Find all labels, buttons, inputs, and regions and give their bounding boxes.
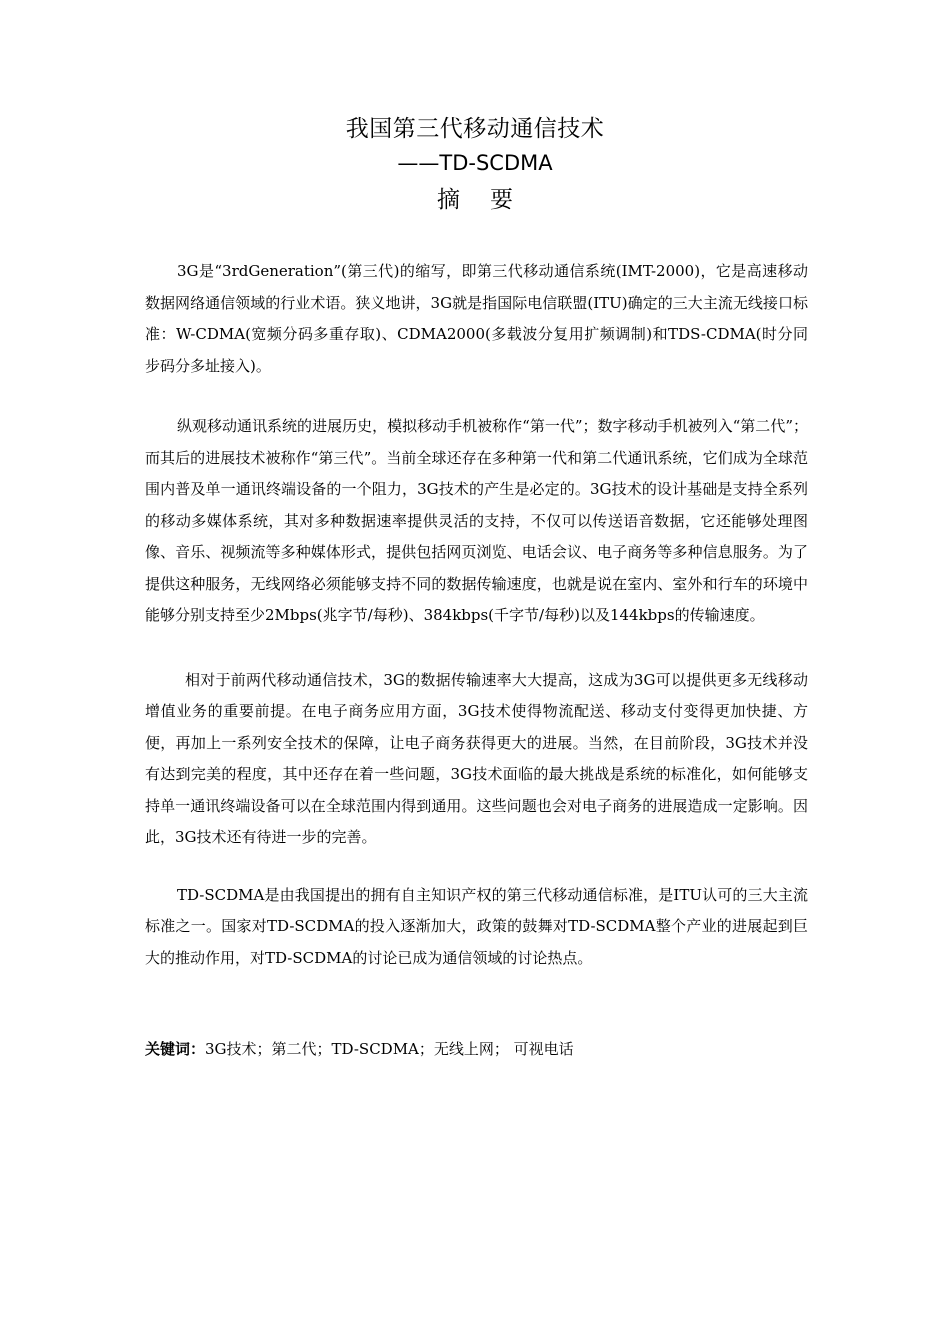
abstract-paragraph: 3G是“3rdGeneration”(第三代)的缩写，即第三代移动通信系统(IMT-2000)，它是高速移动数据网络通信领域的行业术语。狭义地讲，3G就是指国际电信联盟(ITU)确定的三大主流无线接口标准：W-CDMA(宽频分码多重存取)、CDMA2000(多载波分复用扩频调制)和TDS-CDMA(时分同步码分多址接入)。 bbox=[145, 262, 808, 375]
keywords-line bbox=[145, 1034, 574, 1065]
document-title: 我国第三代移动通信技术 bbox=[345, 116, 605, 142]
keywords-list: 3G技术；第二代；TD-SCDMA；无线上网； 可视电话 bbox=[205, 1040, 574, 1058]
title-block bbox=[0, 112, 950, 218]
abstract-body bbox=[145, 256, 808, 974]
document-subtitle: ——TD-SCDMA bbox=[397, 151, 553, 175]
abstract-paragraph: 纵观移动通讯系统的进展历史，模拟移动手机被称作“第一代”；数字移动手机被列入“第二代”；而其后的进展技术被称作“第三代”。当前全球还存在多种第一代和第二代通讯系统，它们成为全球范围内普及单一通讯终端设备的一个阻力，3G技术的产生是必定的。3G技术的设计基础是支持全系列的移动多媒体系统，其对多种数据速率提供灵活的支持，不仅可以传送语音数据，它还能够处理图像、音乐、视频流等多种媒体形式，提供包括网页浏览、电话会议、电子商务等多种信息服务。为了提供这种服务，无线网络必须能够支持不同的数据传输速度，也就是说在室内、室外和行车的环境中能够分别支持至少2Mbps(兆字节/每秒)、384kbps(千字节/每秒)以及144kbps的传输速度。 bbox=[145, 417, 808, 624]
keywords-label: 关键词： bbox=[145, 1040, 206, 1058]
abstract-heading: 摘要 bbox=[437, 187, 543, 213]
abstract-paragraph: 相对于前两代移动通信技术，3G的数据传输速率大大提高，这成为3G可以提供更多无线移动增值业务的重要前提。在电子商务应用方面，3G技术使得物流配送、移动支付变得更加快捷、方便，再加上一系列安全技术的保障，让电子商务获得更大的进展。当然，在目前阶段，3G技术并没有达到完美的程度，其中还存在着一些问题，3G技术面临的最大挑战是系统的标准化，如何能够支持单一通讯终端设备可以在全球范围内得到通用。这些问题也会对电子商务的进展造成一定影响。因此，3G技术还有待进一步的完善。 bbox=[145, 670, 808, 846]
abstract-paragraph: TD-SCDMA是由我国提出的拥有自主知识产权的第三代移动通信标准，是ITU认可的三大主流标准之一。国家对TD-SCDMA的投入逐渐加大，政策的鼓舞对TD-SCDMA整个产业的进展起到巨大的推动作用，对TD-SCDMA的讨论已成为通信领域的讨论热点。 bbox=[145, 885, 808, 967]
